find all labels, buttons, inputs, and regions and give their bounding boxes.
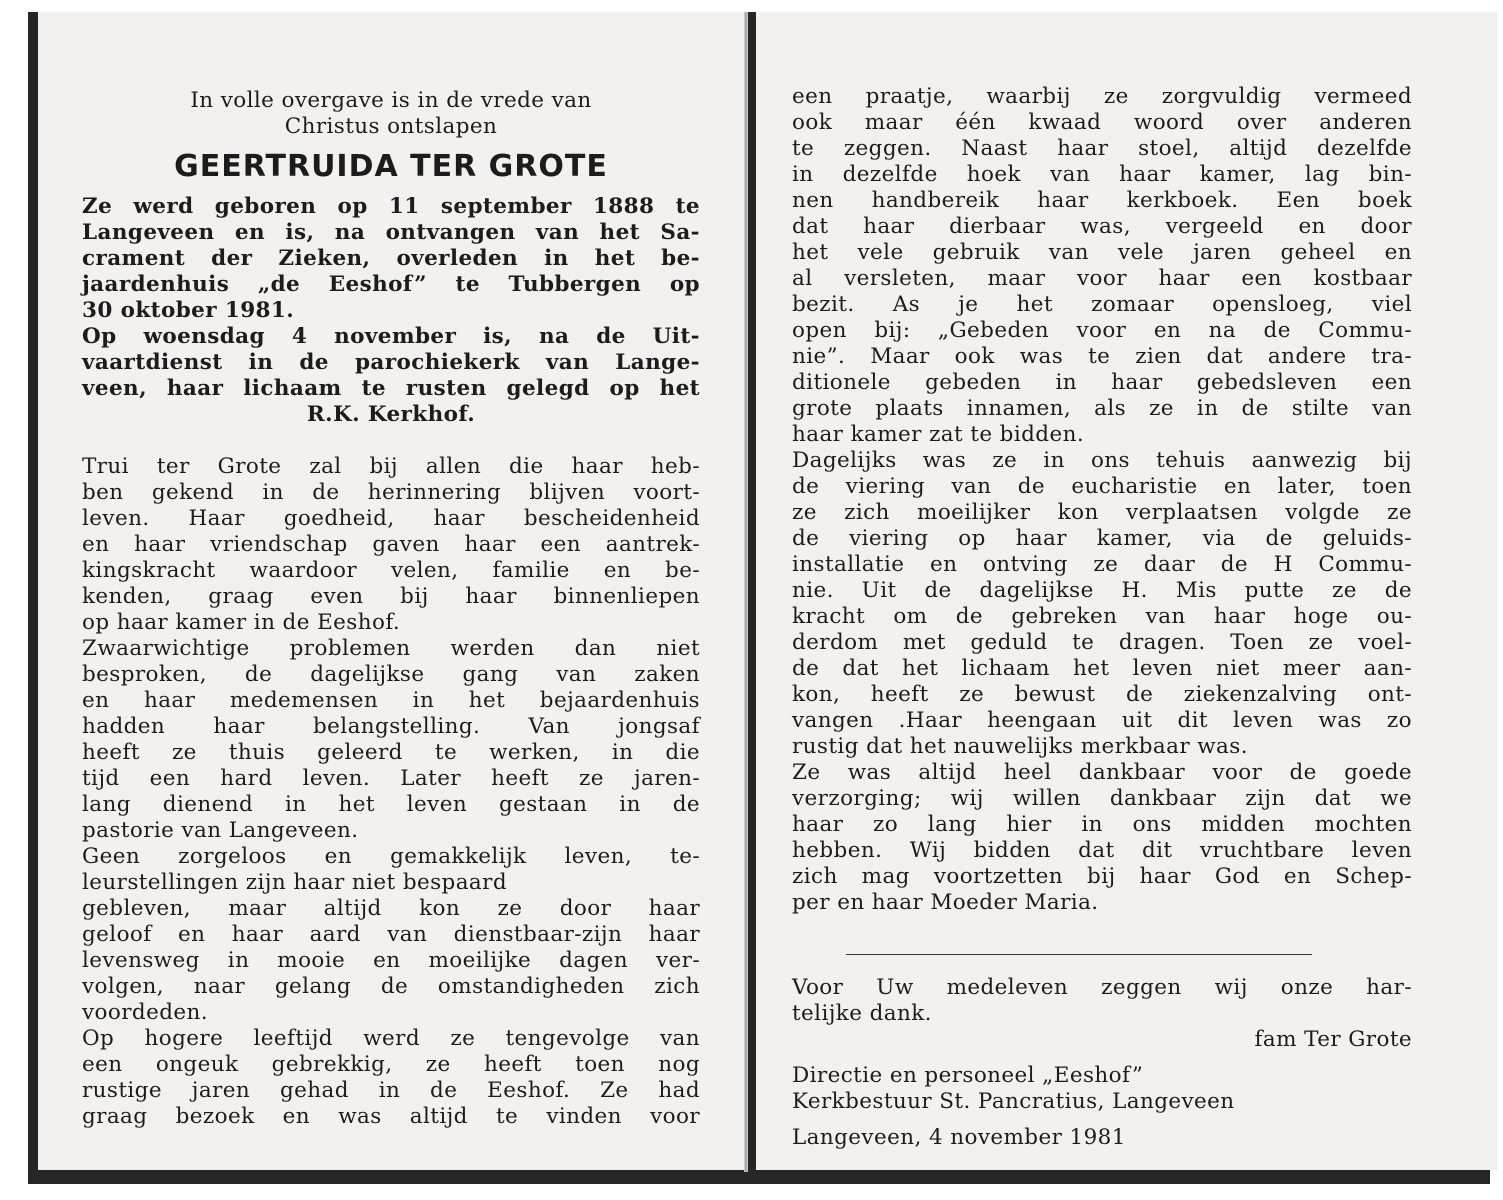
body-line: tijd een hard leven. Later heeft ze jaren-	[82, 766, 700, 791]
body-line: bezit. As je het zomaar opensloeg, viel	[792, 292, 1412, 317]
body-line: voordeden.	[82, 1000, 208, 1025]
body-line: kingskracht waardoor velen, familie en be-	[82, 558, 700, 583]
body-line: haar zo lang hier in ons midden mochten	[792, 812, 1412, 837]
thanks-line: Voor Uw medeleven zeggen wij onze har-	[792, 975, 1412, 1000]
body-line: nie”. Maar ook was te zien dat andere tra-	[792, 344, 1412, 369]
body-line: open bij: „Gebeden voor en na de Commu-	[792, 318, 1412, 343]
body-line: volgen, naar gelang de omstandigheden zich	[82, 974, 700, 999]
body-line: kon, heeft ze bewust de ziekenzalving ont-	[792, 682, 1412, 707]
body-line: geloof en haar aard van dienstbaar-zijn haar	[82, 922, 700, 947]
body-line: derdom met geduld te dragen. Toen ze voel-	[792, 630, 1412, 655]
body-line: en haar medemensen in het bejaardenhuis	[82, 688, 700, 713]
institution-line: Directie en personeel „Eeshof”	[792, 1063, 1144, 1088]
body-line: dat haar dierbaar was, vergeeld en door	[792, 214, 1412, 239]
intro-line: In volle overgave is in de vrede van	[190, 88, 592, 113]
body-line: zich mag voortzetten bij haar God en Schep-	[792, 864, 1412, 889]
institution-line: Kerkbestuur St. Pancratius, Langeveen	[792, 1089, 1235, 1114]
body-line: hadden haar belangstelling. Van jongsaf	[82, 714, 700, 739]
right-column	[792, 84, 1412, 1151]
body-line: besproken, de dagelijkse gang van zaken	[82, 662, 700, 687]
body-line: de viering op haar kamer, via de geluids-	[792, 526, 1412, 551]
body-line: lang dienend in het leven gestaan in de	[82, 792, 700, 817]
body-line: leurstellingen zijn haar niet bespaard	[82, 870, 507, 895]
body-line: het vele gebruik van vele jaren geheel en	[792, 240, 1412, 265]
body-line: de viering van de eucharistie en later, toen	[792, 474, 1412, 499]
announcement-line: Ze werd geboren op 11 september 1888 te	[82, 194, 700, 219]
intro-line: Christus ontslapen	[284, 114, 498, 139]
body-line: rustig dat het nauwelijks merkbaar was.	[792, 734, 1248, 759]
announcement-line: 30 oktober 1981.	[82, 298, 295, 323]
announcement-line: Op woensdag 4 november is, na de Uit-	[82, 324, 700, 349]
announcement-line: vaartdienst in de parochiekerk van Lange-	[82, 350, 700, 375]
thanks-block	[792, 975, 1412, 1027]
body-line: nie. Uit de dagelijkse H. Mis putte ze de	[792, 578, 1412, 603]
body-line: ben gekend in de herinnering blijven voort-	[82, 480, 700, 505]
body-line: ditionele gebeden in haar gebedsleven een	[792, 370, 1412, 395]
body-line: levensweg in mooie en moeilijke dagen ver-	[82, 948, 700, 973]
body-line: ook maar één kwaad woord over anderen	[792, 110, 1412, 135]
body-line: rustige jaren gehad in de Eeshof. Ze had	[82, 1078, 700, 1103]
body-line: te zeggen. Naast haar stoel, altijd dezelfde	[792, 136, 1412, 161]
deceased-name: GEERTRUIDA TER GROTE	[174, 149, 608, 184]
body-line: al versleten, maar voor haar een kostbaar	[792, 266, 1412, 291]
biography-right	[792, 84, 1412, 916]
card-fold	[744, 12, 748, 1172]
announcement-line: jaardenhuis „de Eeshof” te Tubbergen op	[82, 272, 700, 297]
body-line: per en haar Moeder Maria.	[792, 890, 1099, 915]
announcement-line: R.K. Kerkhof.	[306, 402, 476, 427]
body-line: een ongeuk gebrekkig, ze heeft toen nog	[82, 1052, 700, 1077]
body-line: graag bezoek en was altijd te vinden voor	[82, 1104, 700, 1129]
family-signature: fam Ter Grote	[1254, 1027, 1412, 1052]
body-line: nen handbereik haar kerkboek. Een boek	[792, 188, 1412, 213]
announcement-line: crament der Zieken, overleden in het be-	[82, 246, 700, 271]
body-line: ze zich moeilijker kon verplaatsen volgde ze	[792, 500, 1412, 525]
body-line: hebben. Wij bidden dat dit vruchtbare leven	[792, 838, 1412, 863]
body-line: pastorie van Langeveen.	[82, 818, 359, 843]
body-line: gebleven, maar altijd kon ze door haar	[82, 896, 700, 921]
body-line: leven. Haar goedheid, haar bescheidenheid	[82, 506, 700, 531]
body-line: Trui ter Grote zal bij allen die haar heb-	[82, 454, 700, 479]
body-line: en haar vriendschap gaven haar een aantrek-	[82, 532, 700, 557]
body-line: Dagelijks was ze in ons tehuis aanwezig bij	[792, 448, 1412, 473]
body-line: kenden, graag even bij haar binnenliepen	[82, 584, 700, 609]
body-line: Geen zorgeloos en gemakkelijk leven, te-	[82, 844, 700, 869]
body-line: Zwaarwichtige problemen werden dan niet	[82, 636, 700, 661]
body-line: grote plaats innamen, als ze in de stilte van	[792, 396, 1412, 421]
body-line: verzorging; wij willen dankbaar zijn dat we	[792, 786, 1412, 811]
biography-left	[82, 454, 700, 1130]
body-line: installatie en ontving ze daar de H Commu-	[792, 552, 1412, 577]
body-line: Op hogere leeftijd werd ze tengevolge van	[82, 1026, 700, 1051]
body-line: in dezelfde hoek van haar kamer, lag bin-	[792, 162, 1412, 187]
body-line: kracht om de gebreken van haar hoge ou-	[792, 604, 1412, 629]
body-line: heeft ze thuis geleerd te werken, in die	[82, 740, 700, 765]
body-line: op haar kamer in de Eeshof.	[82, 610, 401, 635]
announcement-block	[82, 194, 700, 428]
announcement-line: veen, haar lichaam te rusten gelegd op het	[82, 376, 700, 401]
divider-line	[846, 954, 1312, 955]
announcement-line: Langeveen en is, na ontvangen van het Sa-	[82, 220, 700, 245]
thanks-line: telijke dank.	[792, 1001, 932, 1026]
body-line: Ze was altijd heel dankbaar voor de goede	[792, 760, 1412, 785]
body-line: haar kamer zat te bidden.	[792, 422, 1085, 447]
body-line: een praatje, waarbij ze zorgvuldig vermeed	[792, 84, 1412, 109]
body-line: de dat het lichaam het leven niet meer aan-	[792, 656, 1412, 681]
place-date: Langeveen, 4 november 1981	[792, 1125, 1126, 1150]
left-column	[82, 88, 700, 1130]
body-line: vangen .Haar heengaan uit dit leven was zo	[792, 708, 1412, 733]
